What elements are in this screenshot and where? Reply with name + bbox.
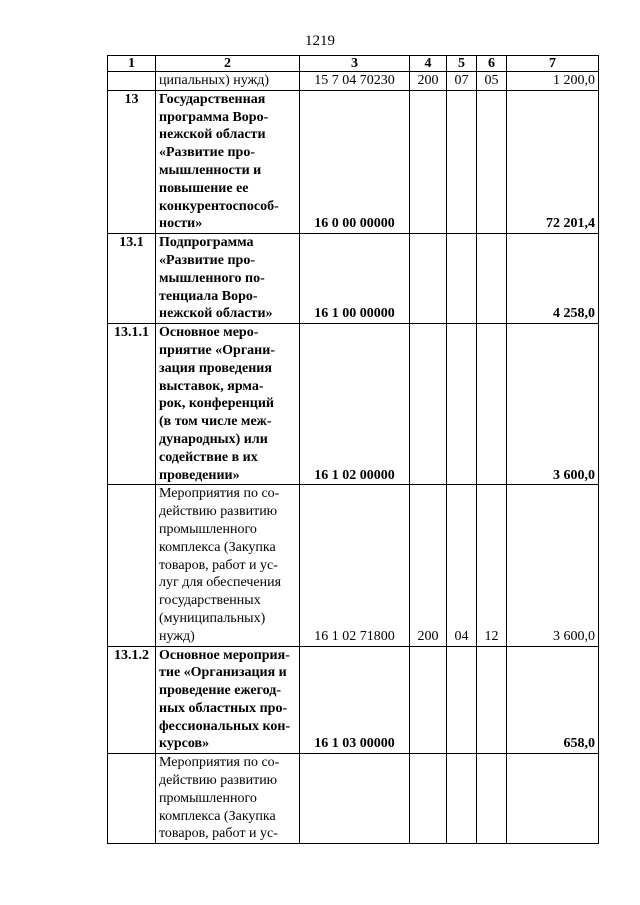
row-code: 16 1 02 00000 xyxy=(300,324,410,485)
row-amount: 1 200,0 xyxy=(507,72,599,91)
row-col4 xyxy=(410,234,447,324)
table-row xyxy=(108,72,599,91)
row-name xyxy=(156,90,300,233)
table-row xyxy=(108,646,599,754)
header-cell-4: 4 xyxy=(410,56,447,72)
table-row xyxy=(108,234,599,324)
row-number xyxy=(108,485,156,646)
row-name xyxy=(156,324,300,485)
header-row xyxy=(108,56,599,72)
row-col6 xyxy=(477,754,507,844)
row-col5 xyxy=(447,754,477,844)
row-col6 xyxy=(477,234,507,324)
row-number: 13.1 xyxy=(108,234,156,324)
row-number: 13.1.1 xyxy=(108,324,156,485)
row-col4 xyxy=(410,646,447,754)
row-code: 16 0 00 00000 xyxy=(300,90,410,233)
row-name-text: Подпрограмма «Развитие про- мышленного по- тенциала Воро- нежской области» xyxy=(159,235,273,322)
row-col5 xyxy=(447,646,477,754)
header-cell-1: 1 xyxy=(108,56,156,72)
table-row xyxy=(108,90,599,233)
row-name-text: Мероприятия по со- действию развитию промышленного комплекса (Закупка товаров, работ и ус- xyxy=(159,755,280,842)
row-col6 xyxy=(477,324,507,485)
row-col4: 200 xyxy=(410,485,447,646)
header-cell-7: 7 xyxy=(507,56,599,72)
row-col6 xyxy=(477,646,507,754)
row-name xyxy=(156,485,300,646)
row-col4 xyxy=(410,324,447,485)
row-amount: 3 600,0 xyxy=(507,324,599,485)
row-number xyxy=(108,754,156,844)
row-amount: 658,0 xyxy=(507,646,599,754)
row-col6 xyxy=(477,90,507,233)
row-name-text: Основное меро- приятие «Органи- зация проведения выставок, ярма- рок, конференций (в том числе меж- дународных) или содействие в их проведении» xyxy=(159,325,275,483)
row-col5 xyxy=(447,324,477,485)
table-row xyxy=(108,754,599,844)
row-amount: 72 201,4 xyxy=(507,90,599,233)
header-cell-6: 6 xyxy=(477,56,507,72)
row-code: 16 1 00 00000 xyxy=(300,234,410,324)
row-col6: 12 xyxy=(477,485,507,646)
row-amount xyxy=(507,754,599,844)
row-amount: 4 258,0 xyxy=(507,234,599,324)
row-name-text: ципальных) нужд) xyxy=(159,73,270,88)
row-name xyxy=(156,72,300,91)
row-code: 16 1 02 71800 xyxy=(300,485,410,646)
row-col5 xyxy=(447,90,477,233)
budget-table xyxy=(107,55,599,844)
header-cell-5: 5 xyxy=(447,56,477,72)
row-name-text: Мероприятия по со- действию развитию промышленного комплекса (Закупка товаров, работ и ус- луг для обеспечения государственных (муниципальных) нужд) xyxy=(159,486,282,644)
row-col5: 04 xyxy=(447,485,477,646)
row-name xyxy=(156,754,300,844)
row-col5: 07 xyxy=(447,72,477,91)
row-name-text: Государственная программа Воро- нежской области «Развитие про- мышленности и повышение ее конкурентоспособ- ности» xyxy=(159,91,279,232)
row-col6: 05 xyxy=(477,72,507,91)
page-number: 1219 xyxy=(305,33,335,49)
row-col4 xyxy=(410,90,447,233)
row-number: 13 xyxy=(108,90,156,233)
row-col5 xyxy=(447,234,477,324)
row-number xyxy=(108,72,156,91)
row-number: 13.1.2 xyxy=(108,646,156,754)
row-col4: 200 xyxy=(410,72,447,91)
table-row xyxy=(108,324,599,485)
header-cell-3: 3 xyxy=(300,56,410,72)
table-row xyxy=(108,485,599,646)
header-cell-2: 2 xyxy=(156,56,300,72)
table-body xyxy=(108,56,599,844)
row-name xyxy=(156,234,300,324)
row-code xyxy=(300,754,410,844)
row-name-text: Основное мероприя- тие «Организация и проведение ежегод- ных областных про- фессиональных кон- курсов» xyxy=(159,647,291,752)
row-col4 xyxy=(410,754,447,844)
row-amount: 3 600,0 xyxy=(507,485,599,646)
row-code: 16 1 03 00000 xyxy=(300,646,410,754)
row-name xyxy=(156,646,300,754)
row-code: 15 7 04 70230 xyxy=(300,72,410,91)
